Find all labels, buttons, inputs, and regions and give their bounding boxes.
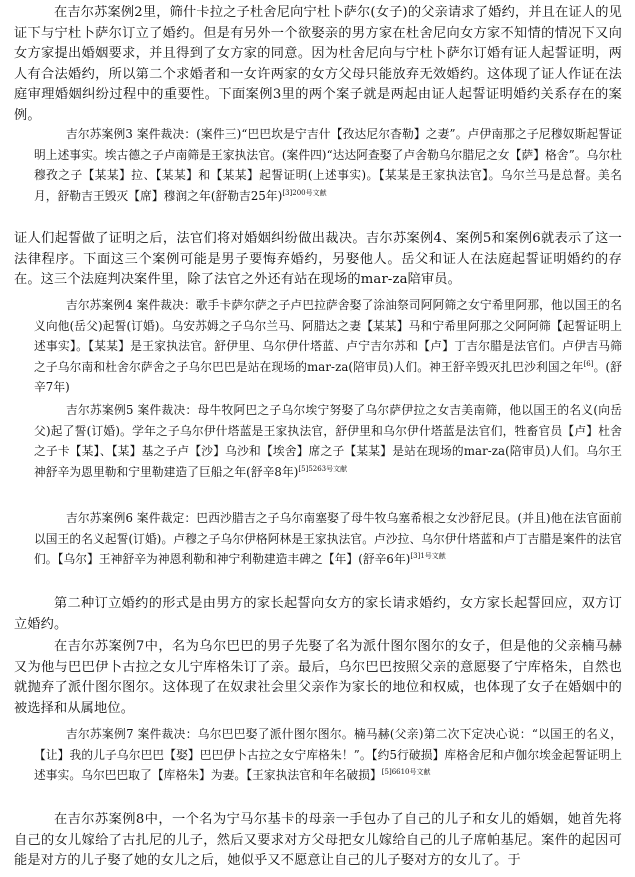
paragraph-case8-intro: 在吉尔苏案例8中，一个名为宁马尔基卡的母亲一手包办了自己的儿子和女儿的婚姻，她首先将自己的女儿嫁给了古扎尼的儿子，然后又要求对方父母把女儿嫁给自己的儿子席帕基尼。案件的起因可能是对方的儿子娶了她的女儿之后，她似乎又不愿意让自己的儿子娶对方的女儿了。于: [14, 812, 622, 868]
case-7-block: [34, 724, 622, 786]
case-3-text: 吉尔苏案例3 案件裁决：(案件三)“巴巴坎是宁吉什【孜达尼尔杳勒】之妻”。卢伊南那之子尼穆奴斯起誓证明上述事实。埃古德之子卢南筛是王家执法官。(案件四)“达达阿查娶了卢舍勒乌尔腊尼之女【萨】格舍”。乌尔杜穆孜之子【某某】拉、【某某】和【某某】起誓证明(上述事实)。【某某是王家执法官】。乌尔兰马是总督。美名月，舒勒吉王毁灭【席】穆润之年(舒勒吉25年): [34, 127, 622, 203]
case-6-block: [34, 508, 622, 570]
case-4-text: 吉尔苏案例4 案件裁决：歌手卡萨尔萨之子卢巴拉萨舍娶了涂油祭司阿阿筛之女宁希里阿那，他以国王的名义向他(岳父)起誓(订婚)。乌安苏姆之子乌尔兰马、阿腊达之妻【某某】马和宁希里阿那之父阿阿筛【起誓证明上述事实】。【某某】是王家执法官。舒伊里、乌尔伊什塔蓝、卢宁吉尔苏和【卢】丁吉尔腊是法官们。卢伊吉马筛之子乌尔南和杜舍尔萨舍之子乌尔巴巴是站在现场的mar-za(陪审员)人们。神王舒辛毁灭扎巴沙利国之年: [34, 298, 622, 374]
case-4-year: 。(舒辛7年): [34, 359, 622, 394]
paragraph-second-form: 第二种订立婚约的形式是由男方的家长起誓向女方的家长请求婚约，女方家长起誓回应，双方订立婚约。: [14, 596, 622, 632]
citation-ref: [5]6610号文献: [381, 768, 431, 777]
case-6-text: 吉尔苏案例6 案件裁定：巴西沙腊吉之子乌尔南塞娶了母牛牧乌塞希根之女沙舒尼艮。(并且)他在法官面前以国王的名义起誓(订婚)。卢穆之子乌尔伊格阿林是王家执法官。卢沙拉、乌尔伊什塔蓝和卢丁吉腊是案件的法官们。【乌尔】王神舒辛为神恩利勒和神宁利勒建造丰碑之【年】(舒辛6年): [34, 511, 622, 566]
case-4-block: [34, 295, 622, 398]
case-7-text: 吉尔苏案例7 案件裁决：乌尔巴巴娶了派什图尔图尔。楠马赫(父亲)第二次下定决心说：“以国王的名义，【让】我的儿子乌尔巴巴【娶】巴巴伊卜古拉之女宁库格朱！”。【约5行破损】库格舍尼和卢伽尔埃金起誓证明上述事实。乌尔巴巴取了【库格朱】为妻。【王家执法官和年名破损】: [34, 727, 622, 782]
paragraph-case2-intro: 在吉尔苏案例2里，筛什卡拉之子杜舍尼向宁杜卜萨尔(女子)的父亲请求了婚约，并且在证人的见证下与宁杜卜萨尔订立了婚约。但是有另外一个欲娶亲的男方家在杜舍尼向女方家不知情的情况下又向女方家提出婚姻要求，并且得到了女方家的同意。因为杜舍尼向与宁杜卜萨尔订婚有证人起誓证明，两人有合法婚约，所以第二个求婚者和一女许两家的女方父母只能放弃无效婚约。这体现了证人作证在法庭审理婚姻纠纷过程中的重要性。下面案例3里的两个案子就是两起由证人起誓证明婚约关系存在的案例。: [14, 5, 622, 123]
paragraph-case7-intro: 在吉尔苏案例7中，名为乌尔巴巴的男子先娶了名为派什图尔图尔的女子，但是他的父亲楠马赫又为他与巴巴伊卜古拉之女儿宁库格朱订了亲。最后，乌尔巴巴按照父亲的意愿娶了宁库格朱，自然也就抛弃了派什图尔图尔。这体现了在奴隶社会里父亲作为家长的地位和权威，也体现了女子在婚姻中的被选择和从属地位。: [14, 639, 622, 716]
citation-ref: [3]200号文献: [282, 188, 327, 197]
case-5-block: [34, 400, 622, 482]
case-3-block: [34, 124, 622, 206]
paragraph-court-procedure: 证人们起誓做了证明之后，法官们将对婚姻纠纷做出裁决。吉尔苏案例4、案例5和案例6就表示了这一法律程序。下面这三个案例可能是男子要悔弃婚约，另娶他人。岳父和证人在法庭起誓证明婚约的存在。这三个法庭判决案件里，除了法官之外还有站在现场的mar-za陪审员。: [14, 231, 622, 287]
citation-ref: [6]: [583, 359, 594, 368]
citation-ref: [3]1号文献: [410, 552, 446, 561]
citation-ref: [5]5263号文献: [298, 464, 348, 473]
case-5-text: 吉尔苏案例5 案件裁决：母牛牧阿巴之子乌尔埃宁努娶了乌尔萨伊拉之女吉美南筛，他以国王的名义(向岳父)起了誓(订婚)。学年之子乌尔伊什塔蓝是王家执法官，舒伊里和乌尔伊什塔蓝是法官们，牲畜官员【卢】杜舍之子卡【某】、【某】基之子卢【沙】乌沙和【埃舍】席之子【某某】是站在现场的mar-za(陪审员)人们。乌尔王神舒辛为恩里勒和宁里勒建造了巨船之年(舒辛8年): [34, 403, 622, 479]
